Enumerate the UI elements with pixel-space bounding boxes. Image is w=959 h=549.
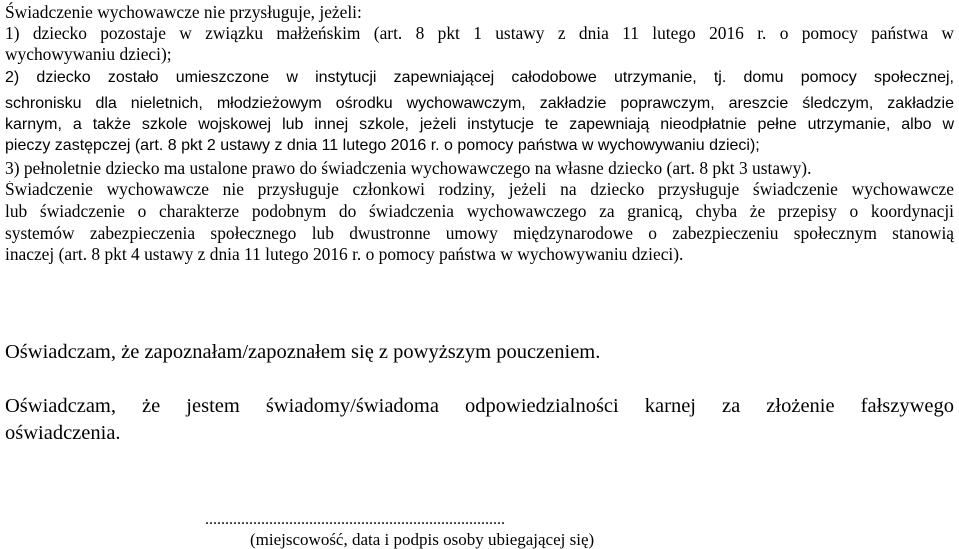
declaration-awareness-instruction: Oświadczam, że zapoznałam/zapoznałem się z powyższym pouczeniem. bbox=[5, 341, 601, 363]
item-3-line-1: 3) pełnoletnie dziecko ma ustalone prawo do świadczenia wychowawczego na własne dziecko (art. 8 pkt 3 ustawy). bbox=[5, 158, 812, 178]
family-clause-line-2: lub świadczenie o charakterze podobnym do świadczenia wychowawczego za granicą, chyba że przepisy o koordynacji bbox=[5, 203, 954, 221]
item-2-line-4: pieczy zastępczej (art. 8 pkt 2 ustawy z dnia 11 lutego 2016 r. o pomocy państwa w wychowywaniu dzieci); bbox=[5, 137, 760, 154]
item-1-line-1: 1) dziecko pozostaje w związku małżeńskim (art. 8 pkt 1 ustawy z dnia 11 lutego 2016 r. o pomocy państwa w bbox=[5, 25, 954, 43]
family-clause-line-4: inaczej (art. 8 pkt 4 ustawy z dnia 11 lutego 2016 r. o pomocy państwa w wychowywaniu dzieci). bbox=[5, 244, 684, 264]
family-clause-line-1: Świadczenie wychowawcze nie przysługuje członkowi rodziny, jeżeli na dziecko przysługuje świadczenie wychowawcze bbox=[5, 181, 954, 199]
declaration-criminal-liability-line-2: oświadczenia. bbox=[5, 422, 121, 444]
declaration-criminal-liability-line-1: Oświadczam, że jestem świadomy/świadoma odpowiedzialności karnej za złożenie fałszywego bbox=[5, 396, 954, 417]
item-2-line-3: karnym, a także szkole wojskowej lub innej szkole, jeżeli instytucje te zapewniają nieodpłatnie pełne utrzymanie, albo w bbox=[5, 117, 954, 133]
item-2-line-1: 2) dziecko zostało umieszczone w instytucji zapewniającej całodobowe utrzymanie, tj. domu pomocy społecznej, bbox=[5, 70, 954, 86]
item-2-line-2: schronisku dla nieletnich, młodzieżowym ośrodku wychowawczym, zakładzie poprawczym, areszcie śledczym, zakładzie bbox=[5, 96, 954, 112]
signature-line: ........................................................................... bbox=[205, 511, 505, 528]
family-clause-line-3: systemów zabezpieczenia społecznego lub dwustronne umowy międzynarodowe o zabezpieczeniu społecznym stanowią bbox=[5, 225, 954, 243]
section-heading: Świadczenie wychowawcze nie przysługuje, jeżeli: bbox=[5, 2, 362, 22]
signature-caption: (miejscowość, data i podpis osoby ubiegającej się) bbox=[250, 530, 595, 549]
item-1-line-2: wychowywaniu dzieci); bbox=[5, 44, 172, 64]
